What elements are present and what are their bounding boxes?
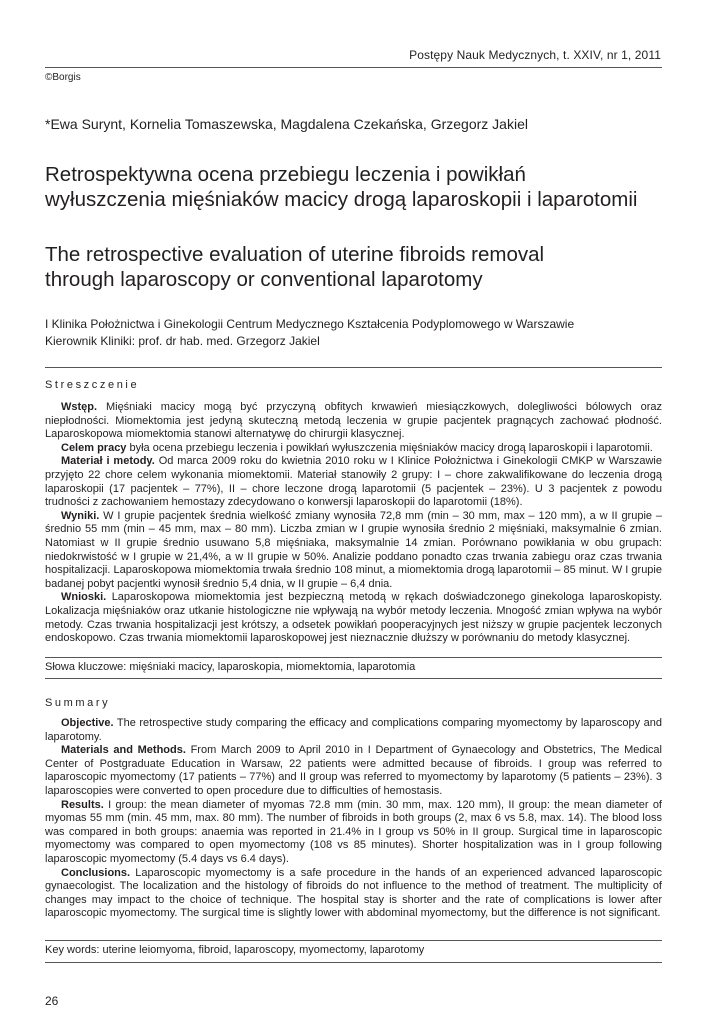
- affiliation: [45, 316, 662, 350]
- title-polish: [45, 162, 675, 212]
- title-polish-line2: wyłuszczenia mięśniaków macicy drogą laparoskopii i laparotomii: [45, 188, 638, 211]
- paragraph-text: The retrospective study comparing the efficacy and complications comparing myomectomy by laparoscopy and laparotomy.: [45, 717, 662, 743]
- keywords-en-rule-top: [45, 940, 662, 941]
- streszczenie-paragraph: [45, 510, 662, 592]
- paragraph-label: Materials and Methods.: [61, 744, 186, 757]
- streszczenie-paragraph: [45, 591, 662, 645]
- paragraph-text: Laparoskopowa miomektomia jest bezpieczną metodą w rękach doświadczonego ginekologa laparoskopisty. Lokalizacja mięśniaków oraz utkanie histologiczne nie wpływają na wybór metody leczenia. Mnogość zmian wpływa na wybór metody. Czas trwania hospitalizacji jest krótszy, a odsetek powikłań pooperacyjnych jest niższy w grupie pacjentek leczonych endoskopowo. Czas trwania miomektomii laparoskopowej jest nieznacznie dłuższy w porównaniu do metody klasycznej.: [45, 591, 662, 645]
- paragraph-text: I group: the mean diameter of myomas 72.8 mm (min. 30 mm, max. 120 mm), II group: the mean diameter of myomas 55 mm (min. 45 mm, max. 80 mm). The number of fibroids in both groups (2, max 6 vs 5.8, max. 14). The blood loss was compared in both groups: anaemia was reported in 21.4% in I group vs 50% in II group. Surgical time in laparoscopic myomectomy was compared to open myomectomy (108 vs 85 minutes). Shorter hospitalization was in I group following laparoscopic myomectomy (5.4 days vs 6.4 days).: [45, 798, 662, 865]
- paragraph-text: była ocena przebiegu leczenia i powikłań wyłuszczenia mięśniaków macicy drogą laparoskopii i laparotomii.: [126, 441, 653, 454]
- streszczenie-paragraph: [45, 442, 662, 456]
- page-number: 26: [45, 994, 59, 1008]
- title-english-line2: through laparoscopy or conventional laparotomy: [45, 268, 483, 291]
- paragraph-text: Mięśniaki macicy mogą być przyczyną obfitych krwawień miesiączkowych, dolegliwości bólowych oraz niepłodności. Miomektomia jest jedyną skuteczną metodą leczenia w grupie pacjentek pragnących zachować płodność. Laparoskopowa miomektomia stanowi alternatywę do chirurgii klasycznej.: [45, 401, 662, 441]
- summary-paragraph: [45, 744, 662, 798]
- authors: *Ewa Surynt, Kornelia Tomaszewska, Magdalena Czekańska, Grzegorz Jakiel: [45, 116, 528, 132]
- paragraph-text: From March 2009 to April 2010 in I Department of Gynaecology and Obstetrics, The Medical Center of Postgraduate Education in Warsaw, 22 patients were admitted because of fibroids. I group was referred to laparoscopic myomectomy (17 patients – 77%) and II group was referred to myomectomy by laparotomy (5 patients – 23%). 3 laparoscopies were converted to open procedure due to difficulties of hemostasis.: [45, 744, 662, 797]
- paragraph-label: Objective.: [61, 717, 114, 729]
- header-rule: [45, 67, 662, 68]
- paragraph-text: Laparoscopic myomectomy is a safe procedure in the hands of an experienced advanced laparoscopic gynaecologist. The localization and the histology of fibroids do not influence to the method of treatment. The multiplicity of changes may impact to the choice of technique. The hospital stay is shorter and the rate of complications is lower after laparoscopic myomectomy. The surgical time is slightly lower with abdominal myomectomy, but the difference is not significant.: [45, 866, 662, 920]
- summary-paragraph: [45, 867, 662, 921]
- publisher-mark: ©Borgis: [45, 72, 81, 83]
- keywords-pl-rule-bottom: [45, 678, 662, 679]
- paragraph-label: Wnioski.: [61, 591, 107, 604]
- streszczenie-heading: Streszczenie: [45, 379, 140, 391]
- title-polish-line1: Retrospektywna ocena przebiegu leczenia i powikłań: [45, 163, 526, 186]
- paragraph-label: Celem pracy: [61, 441, 127, 454]
- section-rule: [45, 367, 662, 368]
- paragraph-text: W I grupie pacjentek średnia wielkość zmiany wynosiła 72,8 mm (min – 30 mm, max – 120 mm), a w II grupie – średnio 55 mm (min – 45 mm, max – 80 mm). Liczba zmian w I grupie wynosiła średnio 2 mięśniaki, maksymalnie 6 zmian. Natomiast w II grupie średnio usuwano 5,8 mięśniaka, maksymalnie 14 zmian. Porównano powikłania w obu grupach: niedokrwistość w I grupie w 21,4%, a w II grupie w 50%. Analizie poddano ponadto czas trwania zabiegu oraz czas trwania hospitalizacji. Laparoskopowa miomektomia trwała średnio 108 minut, a miomektomia drogą laparotomii – 85 minut. W I grupie badanej pobyt pacjentki wynosił średnio 5,4 dnia, w II grupie – 6,4 dnia.: [45, 509, 662, 590]
- summary-body: [45, 717, 662, 921]
- paragraph-label: Materiał i metody.: [61, 455, 155, 468]
- affiliation-clinic: I Klinika Położnictwa i Ginekologii Centrum Medycznego Kształcenia Podyplomowego w Warszawie: [45, 317, 575, 331]
- title-english: [45, 242, 675, 292]
- journal-citation: Postępy Nauk Medycznych, t. XXIV, nr 1, 2011: [409, 48, 661, 62]
- title-english-line1: The retrospective evaluation of uterine fibroids removal: [45, 243, 545, 266]
- streszczenie-body: [45, 401, 662, 646]
- keywords-pl-rule-top: [45, 657, 662, 658]
- summary-paragraph: [45, 717, 662, 744]
- paragraph-label: Wstęp.: [61, 401, 98, 413]
- streszczenie-paragraph: [45, 455, 662, 509]
- keywords-polish: Słowa kluczowe: mięśniaki macicy, laparoskopia, miomektomia, laparotomia: [45, 661, 416, 673]
- summary-paragraph: [45, 799, 662, 867]
- paragraph-label: Conclusions.: [61, 866, 131, 879]
- keywords-en-rule-bottom: [45, 962, 662, 963]
- paragraph-label: Results.: [61, 798, 104, 811]
- paragraph-label: Wyniki.: [61, 509, 100, 522]
- affiliation-head: Kierownik Kliniki: prof. dr hab. med. Grzegorz Jakiel: [45, 334, 320, 348]
- summary-heading: Summary: [45, 697, 111, 709]
- streszczenie-paragraph: [45, 401, 662, 442]
- keywords-english: Key words: uterine leiomyoma, fibroid, laparoscopy, myomectomy, laparotomy: [45, 944, 425, 956]
- paragraph-text: Od marca 2009 roku do kwietnia 2010 roku w I Klinice Położnictwa i Ginekologii CMKP w Warszawie przyjęto 22 chore celem wykonania miomektomii. Materiał stanowiły 2 grupy: I – chore zakwalifikowane do leczenia drogą laparoskopii (17 pacjentek – 77%), II – chore leczone drogą laparotomii (5 pacjentek – 23%). U 3 pacjentek z powodu trudności z zachowaniem hemostazy zdecydowano o konwersji laparoskopii do laparotomii (18%).: [45, 455, 662, 509]
